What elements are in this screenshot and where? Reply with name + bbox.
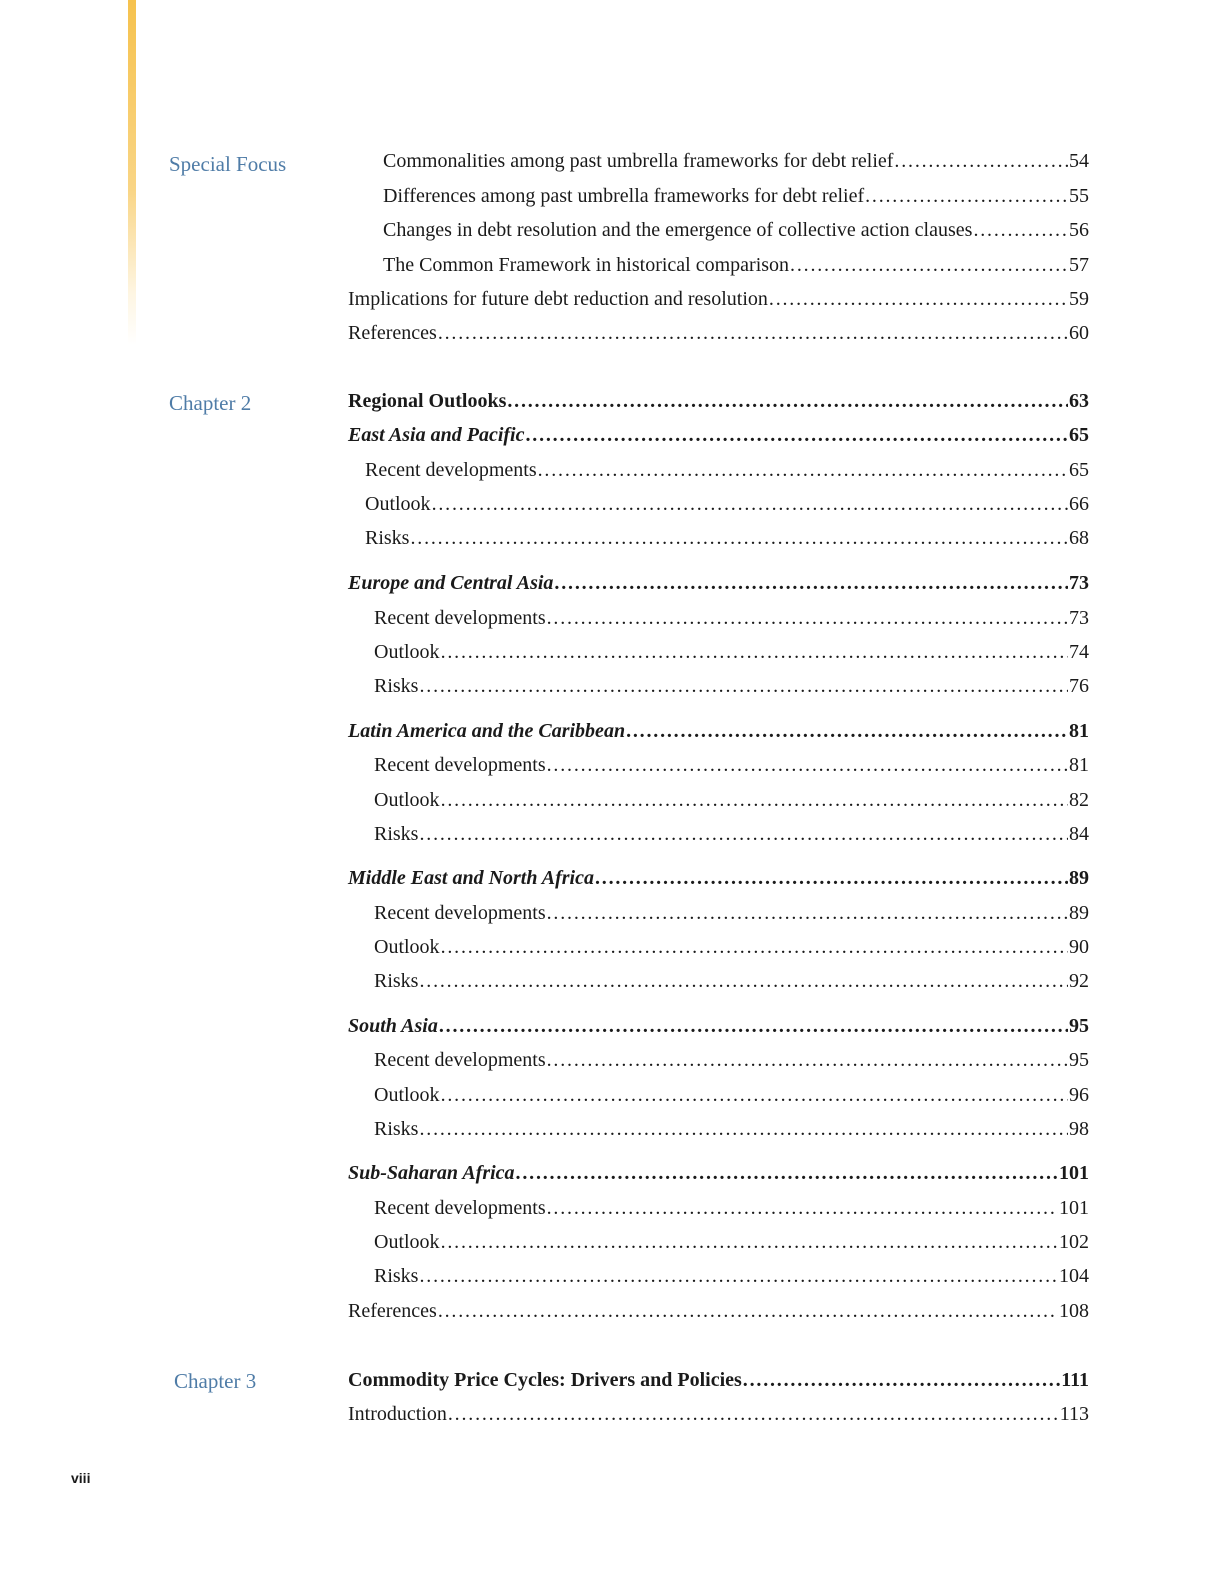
toc-entry-page: 82 <box>1069 789 1089 811</box>
toc-entry[interactable] <box>374 750 1089 780</box>
toc-entry-page: 81 <box>1069 720 1089 742</box>
toc-chapter-entry[interactable] <box>348 386 1089 416</box>
toc-entry[interactable] <box>348 1399 1089 1429</box>
toc-entry-title: References <box>348 1300 437 1322</box>
toc-entry[interactable] <box>383 215 1089 245</box>
toc-entry[interactable] <box>374 785 1089 815</box>
toc-entry-title: Outlook <box>374 641 440 663</box>
toc-entry-page: 111 <box>1061 1369 1089 1391</box>
dot-leader <box>973 215 1068 245</box>
toc-entry-page: 96 <box>1069 1084 1089 1106</box>
dot-leader <box>547 1193 1058 1223</box>
dot-leader <box>790 250 1068 280</box>
toc-entry-title: Recent developments <box>374 754 546 776</box>
dot-leader <box>547 898 1068 928</box>
toc-entry[interactable] <box>348 284 1089 314</box>
dot-leader <box>547 750 1068 780</box>
dot-leader <box>554 568 1068 598</box>
toc-entry-title: Outlook <box>365 493 431 515</box>
toc-entry-title: The Common Framework in historical comparison <box>383 254 790 276</box>
toc-entry[interactable] <box>374 1114 1089 1144</box>
toc-entry-page: 54 <box>1069 150 1089 172</box>
toc-entry-title: Risks <box>374 1265 419 1287</box>
toc-entry-title: Recent developments <box>374 1197 546 1219</box>
toc-entry-page: 59 <box>1069 288 1089 310</box>
toc-entry-page: 81 <box>1069 754 1089 776</box>
toc-entry[interactable] <box>348 318 1089 348</box>
decorative-margin-bar <box>128 0 136 345</box>
toc-entry[interactable] <box>365 489 1089 519</box>
toc-entry-title: Risks <box>374 675 419 697</box>
toc-entry-page: 90 <box>1069 936 1089 958</box>
toc-entry[interactable] <box>383 146 1089 176</box>
toc-entry-title: Middle East and North Africa <box>348 867 594 889</box>
toc-entry-title: Risks <box>374 1118 419 1140</box>
toc-entry-page: 66 <box>1069 493 1089 515</box>
dot-leader <box>516 1158 1058 1188</box>
toc-entry-page: 73 <box>1069 607 1089 629</box>
toc-entry-page: 95 <box>1069 1049 1089 1071</box>
toc-entry-page: 73 <box>1069 572 1089 594</box>
toc-entry-page: 84 <box>1069 823 1089 845</box>
toc-entry-title: Outlook <box>374 789 440 811</box>
toc-entry-page: 98 <box>1069 1118 1089 1140</box>
toc-region-entry[interactable] <box>348 863 1089 893</box>
dot-leader <box>419 966 1068 996</box>
toc-entry-page: 89 <box>1069 902 1089 924</box>
toc-entry-title: Risks <box>374 823 419 845</box>
dot-leader <box>441 637 1068 667</box>
toc-entry-page: 74 <box>1069 641 1089 663</box>
toc-entry-page: 92 <box>1069 970 1089 992</box>
dot-leader <box>439 1011 1068 1041</box>
toc-entry[interactable] <box>348 1296 1089 1326</box>
toc-entry-page: 65 <box>1069 424 1089 446</box>
toc-entry-page: 95 <box>1069 1015 1089 1037</box>
dot-leader <box>419 1114 1068 1144</box>
toc-entry-page: 55 <box>1069 185 1089 207</box>
dot-leader <box>538 455 1068 485</box>
dot-leader <box>865 181 1068 211</box>
dot-leader <box>441 1227 1058 1257</box>
dot-leader <box>419 1261 1058 1291</box>
toc-entry-title: Outlook <box>374 936 440 958</box>
toc-entry-page: 63 <box>1069 390 1089 412</box>
dot-leader <box>448 1399 1059 1429</box>
toc-entry-title: East Asia and Pacific <box>348 424 525 446</box>
toc-entry-page: 101 <box>1059 1197 1089 1219</box>
toc-entry-title: Introduction <box>348 1403 447 1425</box>
toc-entry[interactable] <box>374 966 1089 996</box>
dot-leader <box>743 1365 1060 1395</box>
dot-leader <box>441 785 1068 815</box>
toc-entry-page: 108 <box>1059 1300 1089 1322</box>
dot-leader <box>547 1045 1068 1075</box>
dot-leader <box>410 523 1068 553</box>
toc-entry-page: 57 <box>1069 254 1089 276</box>
toc-entry-title: Implications for future debt reduction and resolution <box>348 288 768 310</box>
toc-entry-title: Risks <box>374 970 419 992</box>
toc-entry[interactable] <box>374 603 1089 633</box>
dot-leader <box>595 863 1068 893</box>
toc-entry-title: Risks <box>365 527 410 549</box>
toc-entry[interactable] <box>374 671 1089 701</box>
dot-leader <box>432 489 1068 519</box>
toc-entry[interactable] <box>365 523 1089 553</box>
toc-region-entry[interactable] <box>348 420 1089 450</box>
toc-entry[interactable] <box>383 250 1089 280</box>
toc-entry[interactable] <box>374 1045 1089 1075</box>
toc-entry[interactable] <box>374 1227 1089 1257</box>
toc-entry-page: 76 <box>1069 675 1089 697</box>
toc-entry-page: 60 <box>1069 322 1089 344</box>
toc-entry[interactable] <box>374 1080 1089 1110</box>
toc-entry-title: Europe and Central Asia <box>348 572 554 594</box>
toc-entry-title: Recent developments <box>365 459 537 481</box>
dot-leader <box>894 146 1068 176</box>
page-number: viii <box>71 1470 91 1486</box>
section-label-special-focus: Special Focus <box>169 152 287 176</box>
toc-entry[interactable] <box>383 181 1089 211</box>
dot-leader <box>438 1296 1058 1326</box>
section-label-chapter-2: Chapter 2 <box>169 391 252 415</box>
toc-entry-page: 101 <box>1059 1162 1089 1184</box>
toc-entry-title: Commodity Price Cycles: Drivers and Policies <box>348 1369 742 1391</box>
dot-leader <box>507 386 1068 416</box>
toc-entry-title: Recent developments <box>374 1049 546 1071</box>
toc-chapter-entry[interactable] <box>348 1365 1089 1395</box>
toc-entry-page: 56 <box>1069 219 1089 241</box>
dot-leader <box>419 671 1068 701</box>
dot-leader <box>769 284 1068 314</box>
toc-region-entry[interactable] <box>348 1011 1089 1041</box>
toc-entry-title: South Asia <box>348 1015 438 1037</box>
toc-entry-title: Differences among past umbrella frameworks for debt relief <box>383 185 865 207</box>
dot-leader <box>419 819 1068 849</box>
toc-entry-title: Outlook <box>374 1231 440 1253</box>
toc-entry[interactable] <box>374 898 1089 928</box>
toc-entry-page: 68 <box>1069 527 1089 549</box>
toc-region-entry[interactable] <box>348 716 1089 746</box>
dot-leader <box>547 603 1068 633</box>
toc-entry-title: Sub-Saharan Africa <box>348 1162 515 1184</box>
toc-entry-title: Commonalities among past umbrella frameworks for debt relief <box>383 150 894 172</box>
dot-leader <box>626 716 1068 746</box>
toc-entry-page: 65 <box>1069 459 1089 481</box>
toc-entry-title: References <box>348 322 437 344</box>
toc-entry[interactable] <box>374 819 1089 849</box>
toc-entry-page: 104 <box>1059 1265 1089 1287</box>
toc-region-entry[interactable] <box>348 568 1089 598</box>
dot-leader <box>441 932 1068 962</box>
toc-entry-page: 102 <box>1059 1231 1089 1253</box>
toc-entry-page: 89 <box>1069 867 1089 889</box>
dot-leader <box>441 1080 1068 1110</box>
toc-entry-title: Outlook <box>374 1084 440 1106</box>
toc-entry-title: Latin America and the Caribbean <box>348 720 626 742</box>
section-label-chapter-3: Chapter 3 <box>174 1369 257 1393</box>
toc-entry[interactable] <box>374 637 1089 667</box>
toc-entry[interactable] <box>374 932 1089 962</box>
toc-entry-page: 113 <box>1059 1403 1089 1425</box>
toc-entry[interactable] <box>365 455 1089 485</box>
toc-entry[interactable] <box>374 1193 1089 1223</box>
toc-entry[interactable] <box>374 1261 1089 1291</box>
toc-entry-title: Recent developments <box>374 607 546 629</box>
dot-leader <box>438 318 1068 348</box>
dot-leader <box>525 420 1068 450</box>
toc-entry-title: Regional Outlooks <box>348 390 507 412</box>
toc-region-entry[interactable] <box>348 1158 1089 1188</box>
toc-entry-title: Recent developments <box>374 902 546 924</box>
toc-entry-title: Changes in debt resolution and the emergence of collective action clauses <box>383 219 973 241</box>
